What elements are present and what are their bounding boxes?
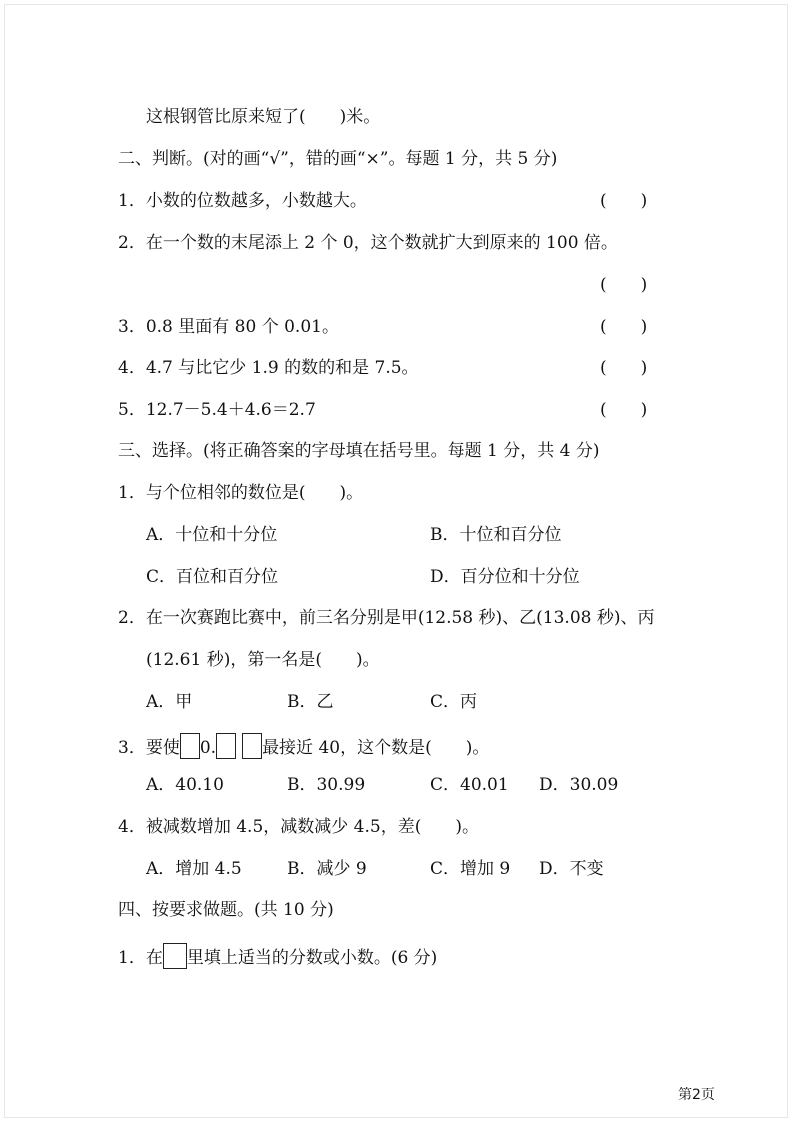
choice-q3 xyxy=(118,733,489,759)
continuation-line: 这根钢管比原来短了( )米。 xyxy=(146,107,381,127)
judge-item-1: 1．小数的位数越多，小数越大。 xyxy=(118,191,367,211)
section4-q1-suffix: 里填上适当的分数或小数。(6 分) xyxy=(186,948,438,968)
choice-q3-middle: 0. xyxy=(199,738,217,758)
choice-q2-option-b[interactable]: B．乙 xyxy=(287,692,334,712)
choice-q1-option-b[interactable]: B．十位和百分位 xyxy=(430,525,562,545)
choice-q3-option-b[interactable]: B．30.99 xyxy=(287,775,366,795)
choice-q4-option-a[interactable]: A．增加 4.5 xyxy=(146,859,242,879)
blank-box[interactable] xyxy=(216,733,236,759)
choice-q3-suffix: 最接近 40，这个数是( )。 xyxy=(262,738,490,758)
judge-answer-4[interactable]: ( ) xyxy=(600,358,648,378)
section4-q1 xyxy=(118,943,437,969)
section4-q1-prefix: 1．在 xyxy=(118,948,163,968)
choice-q4: 4．被减数增加 4.5，减数减少 4.5，差( )。 xyxy=(118,817,479,837)
judge-item-5: 5．12.7－5.4＋4.6＝2.7 xyxy=(118,400,316,420)
blank-box[interactable] xyxy=(180,733,200,759)
choice-q2-line1: 2．在一次赛跑比赛中，前三名分别是甲(12.58 秒)、乙(13.08 秒)、丙 xyxy=(118,608,655,628)
choice-q2-option-c[interactable]: C．丙 xyxy=(430,692,478,712)
choice-q3-prefix: 3．要使 xyxy=(118,738,180,758)
choice-q1-option-a[interactable]: A．十位和十分位 xyxy=(146,525,278,545)
choice-q3-option-d[interactable]: D．30.09 xyxy=(539,775,619,795)
choice-q1: 1．与个位相邻的数位是( )。 xyxy=(118,483,364,503)
choice-q1-option-c[interactable]: C．百位和百分位 xyxy=(146,567,279,587)
judge-answer-1[interactable]: ( ) xyxy=(600,191,648,211)
section2-heading: 二、判断。(对的画“√”，错的画“×”。每题 1 分，共 5 分) xyxy=(118,149,558,169)
choice-q1-option-d[interactable]: D．百分位和十分位 xyxy=(430,567,580,587)
judge-answer-5[interactable]: ( ) xyxy=(600,400,648,420)
blank-box[interactable] xyxy=(163,943,187,969)
section4-heading: 四、按要求做题。(共 10 分) xyxy=(118,900,334,920)
choice-q2-line2: (12.61 秒)，第一名是( )。 xyxy=(146,650,380,670)
choice-q3-option-c[interactable]: C．40.01 xyxy=(430,775,509,795)
page-number: 第2页 xyxy=(678,1087,715,1103)
judge-item-2: 2．在一个数的末尾添上 2 个 0，这个数就扩大到原来的 100 倍。 xyxy=(118,233,618,253)
section3-heading: 三、选择。(将正确答案的字母填在括号里。每题 1 分，共 4 分) xyxy=(118,441,600,461)
blank-box[interactable] xyxy=(242,733,262,759)
choice-q3-option-a[interactable]: A．40.10 xyxy=(146,775,224,795)
choice-q4-option-b[interactable]: B．减少 9 xyxy=(287,859,367,879)
judge-item-3: 3．0.8 里面有 80 个 0.01。 xyxy=(118,317,339,337)
judge-answer-2[interactable]: ( ) xyxy=(600,275,648,295)
judge-item-4: 4．4.7 与比它少 1.9 的数的和是 7.5。 xyxy=(118,358,419,378)
choice-q2-option-a[interactable]: A．甲 xyxy=(146,692,193,712)
judge-answer-3[interactable]: ( ) xyxy=(600,317,648,337)
choice-q4-option-c[interactable]: C．增加 9 xyxy=(430,859,511,879)
choice-q4-option-d[interactable]: D．不变 xyxy=(539,859,604,879)
